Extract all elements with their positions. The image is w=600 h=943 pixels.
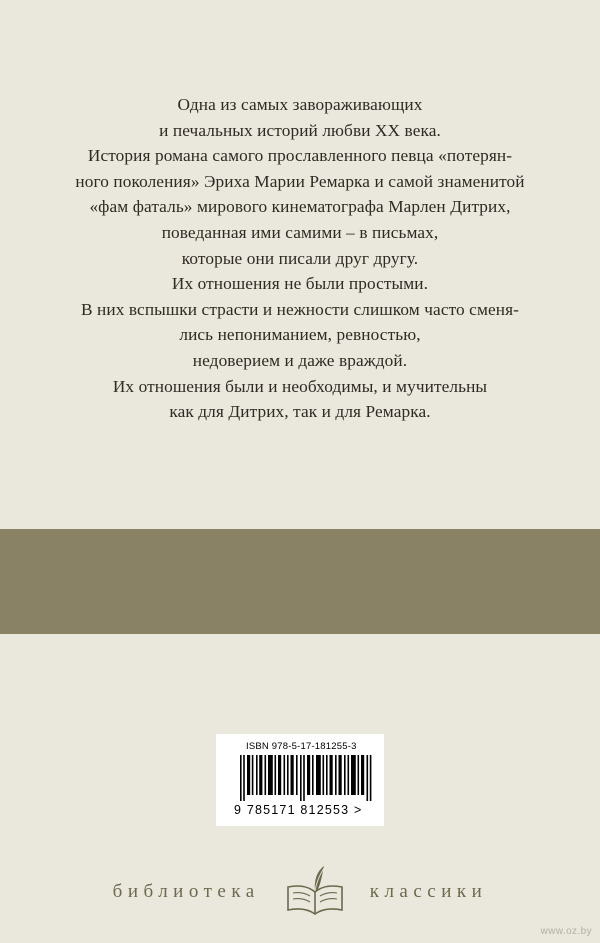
blurb-line: поведанная ими самими – в письмах, (161, 222, 439, 242)
barcode-block (216, 734, 384, 826)
blurb-line: как для Дитрих, так и для Ремарка. (169, 402, 431, 422)
open-book-with-quill-icon (278, 862, 352, 922)
blurb-line: В них вспышки страсти и нежности слишком часто сменя- (80, 299, 519, 319)
series-word-right: классики (369, 881, 488, 902)
blurb-line: Их отношения не были простыми. (171, 274, 429, 294)
series-word-left: библиотека (112, 881, 260, 902)
barcode-digits: 9 785171 812553 > (234, 803, 363, 817)
blurb-line: лись непониманием, ревностью, (179, 325, 421, 345)
blurb-line: ного поколения» Эриха Марии Ремарка и самой знаменитой (75, 171, 525, 191)
blurb-line: Одна из самых завораживающих (177, 95, 423, 114)
blurb-line: и печальных историй любви XX века. (159, 120, 441, 140)
olive-color-band (0, 529, 600, 634)
blurb-line: История романа самого прославленного певца «потерян- (87, 146, 513, 166)
blurb-line: Их отношения были и необходимы, и мучительны (112, 376, 488, 396)
blurb-text (0, 92, 600, 425)
series-footer (0, 862, 600, 922)
blurb-line: «фам фаталь» мирового кинематографа Марлен Дитрих, (89, 197, 511, 217)
barcode-bars-icon (240, 755, 372, 801)
blurb-line: которые они писали друг другу. (181, 248, 419, 268)
isbn-text: ISBN 978-5-17-181255-3 (246, 741, 357, 752)
blurb-line: недоверием и даже враждой. (192, 350, 408, 370)
site-watermark: www.oz.by (540, 926, 592, 937)
